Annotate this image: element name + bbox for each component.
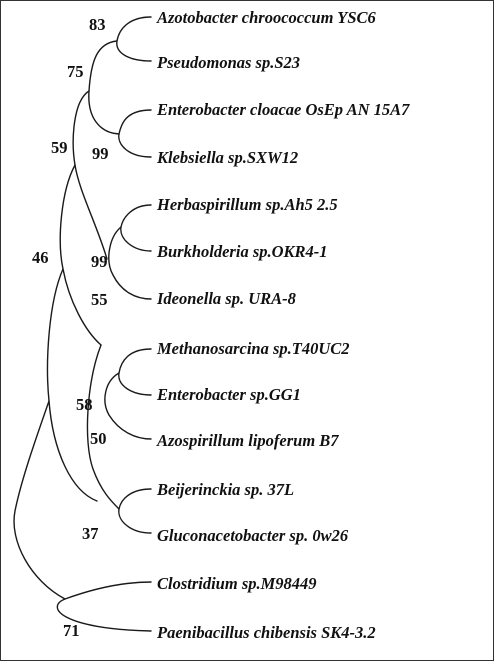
taxon-label: Herbaspirillum sp.Ah5 2.5 [157, 195, 338, 214]
tree-branch [89, 41, 119, 134]
tree-branch [119, 349, 151, 395]
tree-branch [109, 227, 151, 299]
support-value: 37 [82, 524, 99, 543]
tree-branch [73, 91, 107, 259]
taxon-label: Enterobacter cloacae OsEp AN 15A7 [157, 100, 410, 119]
tree-branch [121, 205, 151, 251]
support-value: 75 [67, 62, 84, 81]
tree-branch [117, 17, 151, 61]
support-value: 83 [89, 15, 106, 34]
taxon-label: Enterobacter sp.GG1 [157, 385, 301, 404]
support-value: 99 [92, 144, 109, 163]
support-value: 71 [63, 621, 80, 640]
tree-branch [14, 401, 65, 599]
taxon-label: Beijerinckia sp. 37L [157, 480, 295, 499]
taxon-label: Azotobacter chroococcum YSC6 [157, 8, 376, 27]
tree-branch [119, 489, 151, 533]
tree-branch [119, 110, 151, 157]
taxon-label: Methanosarcina sp.T40UC2 [157, 339, 350, 358]
taxon-label: Pseudomonas sp.S23 [157, 53, 301, 72]
taxon-label: Azospirillum lipoferum B7 [157, 431, 339, 450]
taxon-label: Klebsiella sp.SXW12 [157, 148, 299, 167]
taxon-label: Burkholderia sp.OKR4-1 [157, 242, 328, 261]
support-value: 50 [90, 429, 107, 448]
taxon-label: Gluconacetobacter sp. 0w26 [157, 526, 349, 545]
taxon-label: Ideonella sp. URA-8 [157, 289, 296, 308]
tree-branch [87, 345, 119, 509]
tree-branch [48, 269, 97, 501]
support-value: 59 [51, 138, 68, 157]
support-value: 99 [91, 252, 108, 271]
support-value: 46 [32, 248, 49, 267]
taxon-label: Paenibacillus chibensis SK4-3.2 [157, 623, 376, 642]
taxon-label: Clostridium sp.M98449 [157, 574, 317, 593]
tree-canvas [1, 1, 494, 662]
support-value: 55 [91, 290, 108, 309]
support-value: 58 [76, 395, 93, 414]
tree-branch [105, 373, 151, 439]
